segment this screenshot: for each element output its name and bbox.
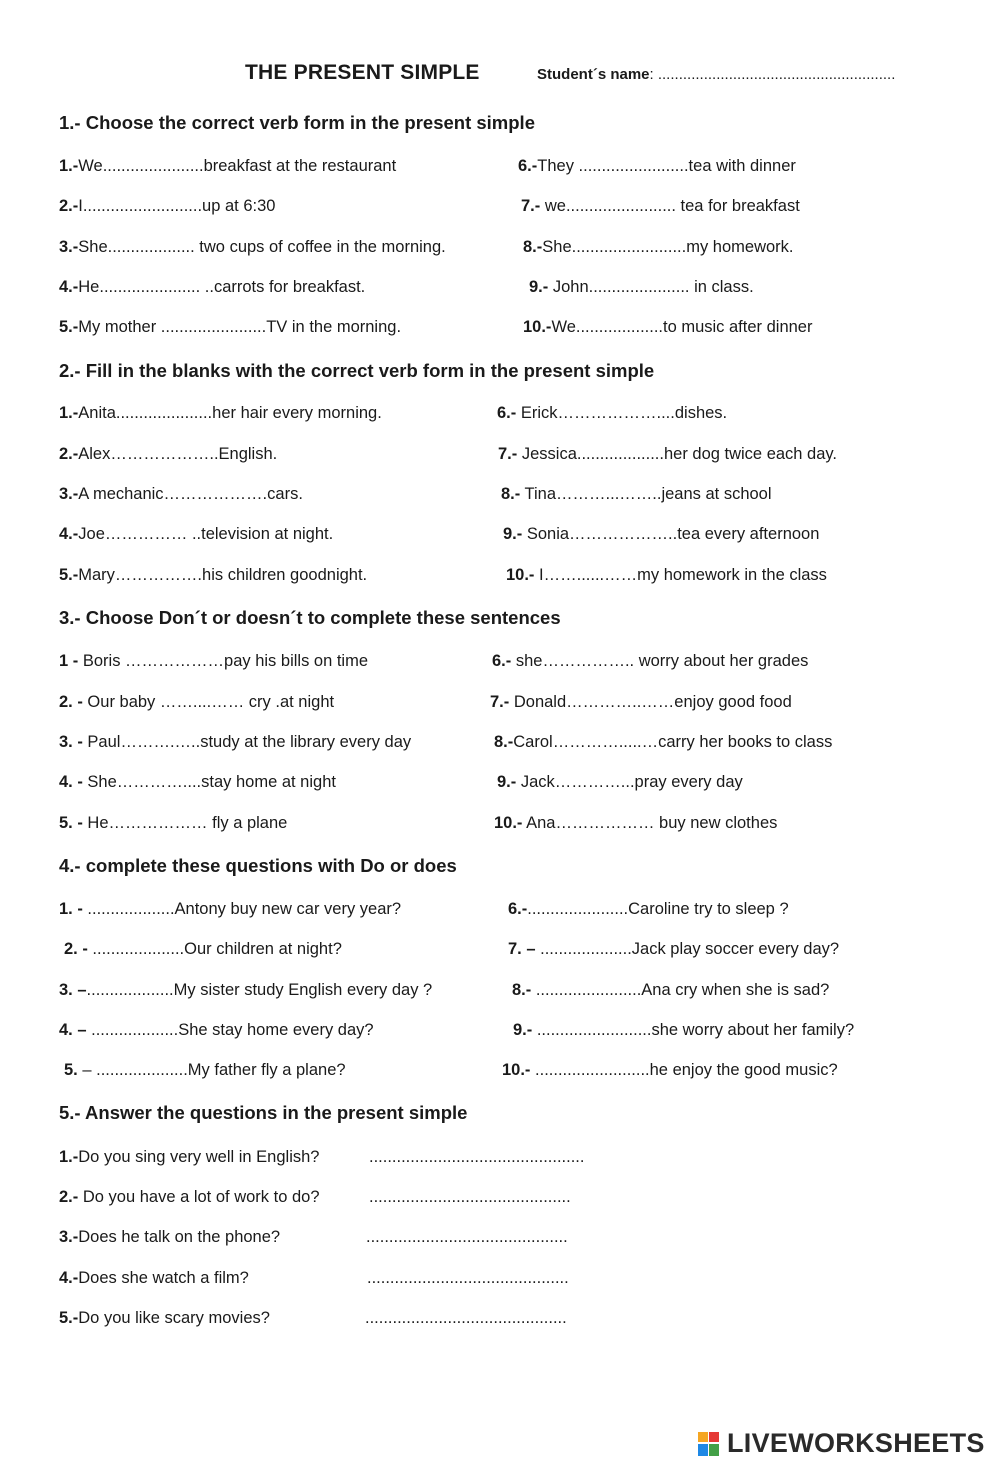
section-4-heading: 4.- complete these questions with Do or does — [59, 855, 457, 876]
s3-item-3: 3. - Paul……….…..study at the library every day — [59, 733, 412, 751]
footer-brand-text: LIVEWORKSHEETS — [727, 1428, 985, 1458]
s4-item-5: 5. – ....................My father fly a plane? — [64, 1061, 346, 1079]
s1-item-3: 3.-She................... two cups of coffee in the morning. — [59, 238, 446, 256]
s4-item-10: 10.- .........................he enjoy the good music? — [502, 1061, 838, 1079]
s2-item-4: 4.-Joe…………… ..television at night. — [59, 525, 334, 543]
s1-item-8: 8.-She.........................my homework. — [523, 238, 794, 256]
s4-item-6: 6.-......................Caroline try to sleep ? — [508, 900, 789, 918]
s4-item-4: 4. – ...................She stay home every day? — [59, 1021, 374, 1039]
liveworksheets-logo-icon — [697, 1430, 721, 1458]
s3-item-6: 6.- she…………….. worry about her grades — [492, 652, 809, 670]
s5-answer-blank-2: ............................................ — [369, 1188, 571, 1206]
s3-item-10: 10.- Ana……………… buy new clothes — [494, 814, 778, 832]
page-title: THE PRESENT SIMPLE — [245, 61, 480, 84]
section-2-heading: 2.- Fill in the blanks with the correct verb form in the present simple — [59, 360, 655, 381]
student-name-blank: : ......................................................... — [649, 66, 896, 83]
student-name-line — [537, 66, 895, 83]
s5-question-1: 1.-Do you sing very well in English? — [59, 1148, 320, 1166]
s1-item-1: 1.-We......................breakfast at the restaurant — [59, 157, 397, 175]
s2-item-6: 6.- Erick………………....dishes. — [497, 404, 728, 422]
s5-answer-blank-1: ............................................... — [369, 1148, 585, 1166]
s1-item-10: 10.-We...................to music after dinner — [523, 318, 813, 336]
s3-item-2: 2. - Our baby ……....…… cry .at night — [59, 693, 335, 711]
s5-question-2: 2.- Do you have a lot of work to do? — [59, 1188, 320, 1206]
s5-question-4: 4.-Does she watch a film? — [59, 1269, 249, 1287]
section-5-heading: 5.- Answer the questions in the present simple — [59, 1102, 468, 1123]
s4-item-9: 9.- .........................she worry about her family? — [513, 1021, 855, 1039]
s5-answer-blank-4: ............................................ — [367, 1269, 569, 1287]
s2-item-1: 1.-Anita.....................her hair every morning. — [59, 404, 382, 422]
s2-item-5: 5.-Mary…………….his children goodnight. — [59, 566, 368, 584]
s4-item-7: 7. – ....................Jack play soccer every day? — [508, 940, 840, 958]
s4-item-3: 3. –...................My sister study English every day ? — [59, 981, 433, 999]
s2-item-2: 2.-Alex………………..English. — [59, 445, 278, 463]
s5-answer-blank-5: ............................................ — [365, 1309, 567, 1327]
s2-item-9: 9.- Sonia………………..tea every afternoon — [503, 525, 820, 543]
section-1-heading: 1.- Choose the correct verb form in the present simple — [59, 112, 535, 133]
s5-answer-blank-3: ............................................ — [366, 1228, 568, 1246]
footer-brand[interactable] — [697, 1428, 985, 1459]
s3-item-5: 5. - He……………… fly a plane — [59, 814, 288, 832]
s1-item-2: 2.-I..........................up at 6:30 — [59, 197, 276, 215]
s4-item-2: 2. - ....................Our children at night? — [64, 940, 342, 958]
s4-item-1: 1. - ...................Antony buy new car very year? — [59, 900, 402, 918]
s2-item-10: 10.- I……......……my homework in the class — [506, 566, 827, 584]
s2-item-3: 3.-A mechanic……………….cars. — [59, 485, 303, 503]
s1-item-4: 4.-He...................... ..carrots for breakfast. — [59, 278, 366, 296]
s3-item-1: 1 - Boris ………………pay his bills on time — [59, 652, 369, 670]
student-name-label: Student´s name — [537, 66, 650, 83]
s5-question-3: 3.-Does he talk on the phone? — [59, 1228, 281, 1246]
s3-item-8: 8.-Carol………….....…carry her books to class — [494, 733, 833, 751]
s1-item-6: 6.-They ........................tea with dinner — [518, 157, 796, 175]
s3-item-9: 9.- Jack…………...pray every day — [497, 773, 743, 791]
s3-item-7: 7.- Donald…………..……enjoy good food — [490, 693, 792, 711]
s1-item-5: 5.-My mother .......................TV in the morning. — [59, 318, 402, 336]
section-3-heading: 3.- Choose Don´t or doesn´t to complete these sentences — [59, 607, 561, 628]
s1-item-7: 7.- we........................ tea for breakfast — [521, 197, 800, 215]
s2-item-8: 8.- Tina………...……..jeans at school — [501, 485, 772, 503]
s1-item-9: 9.- John...................... in class. — [529, 278, 754, 296]
s4-item-8: 8.- .......................Ana cry when she is sad? — [512, 981, 830, 999]
s5-question-5: 5.-Do you like scary movies? — [59, 1309, 270, 1327]
s2-item-7: 7.- Jessica...................her dog twice each day. — [498, 445, 838, 463]
s3-item-4: 4. - She…………....stay home at night — [59, 773, 336, 791]
